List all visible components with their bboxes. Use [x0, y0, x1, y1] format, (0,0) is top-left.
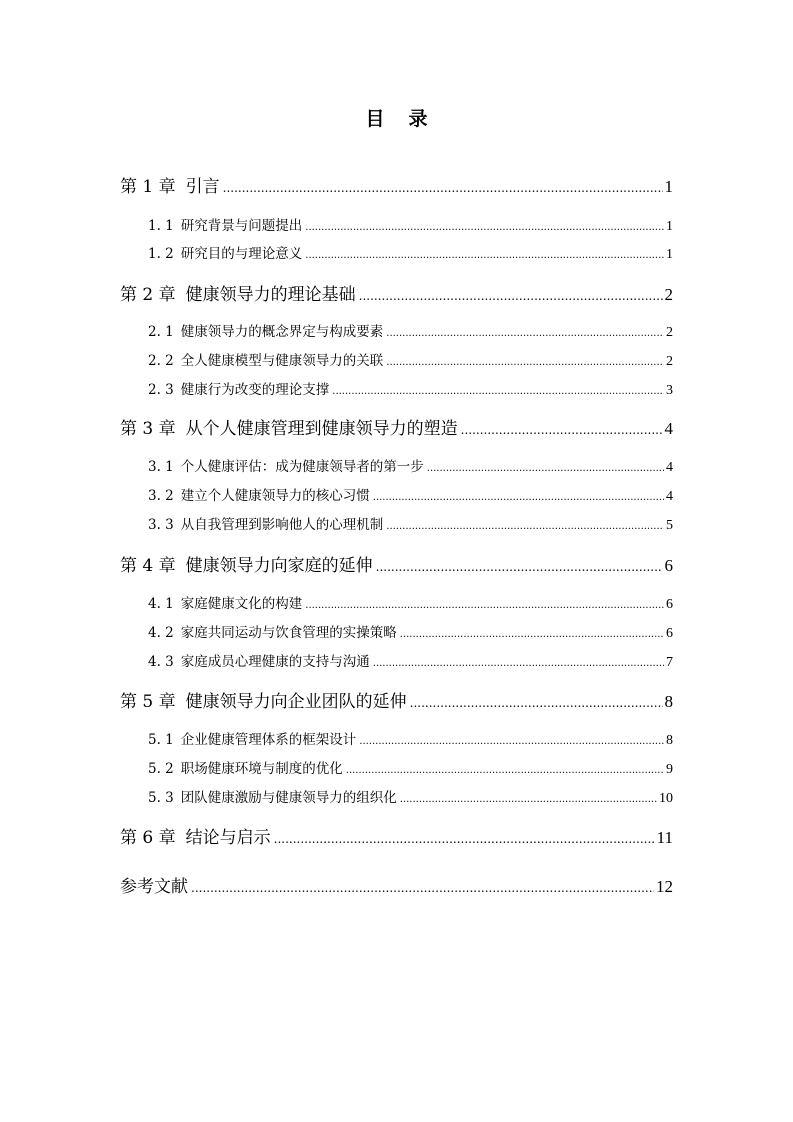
toc-entry-number: 5. 3: [148, 790, 174, 806]
toc-entry-number: 第 3 章: [120, 419, 176, 439]
toc-entry-number: 4. 1: [148, 596, 174, 612]
toc-entry-label: 职场健康环境与制度的优化: [180, 761, 343, 777]
toc-entry-label: 家庭成员心理健康的支持与沟通: [180, 654, 370, 670]
toc-title-left: 目: [365, 108, 385, 130]
toc-entry-label: 家庭共同运动与饮食管理的实操策略: [180, 625, 397, 641]
toc-entry-number: 3. 2: [148, 488, 174, 504]
toc-entry-section-3-2[interactable]: [148, 484, 673, 505]
toc-entry-page: 4: [666, 489, 673, 504]
toc-entry-page: 5: [666, 518, 673, 533]
toc-entry-page: 1: [664, 177, 673, 196]
toc-entry-page: 1: [666, 247, 673, 262]
toc-leader-dots: [305, 222, 664, 233]
toc-entry-number: 3. 1: [148, 459, 174, 475]
toc-entry-section-2-3[interactable]: [148, 378, 673, 399]
toc-entry-section-5-2[interactable]: [148, 757, 673, 778]
toc-entry-label: 从自我管理到影响他人的心理机制: [180, 517, 384, 533]
toc-entry-section-5-3[interactable]: [148, 786, 673, 807]
toc-entry-page: 12: [656, 877, 673, 896]
toc-entry-number: 1. 2: [148, 246, 174, 262]
toc-entry-number: 2. 3: [148, 382, 174, 398]
toc-entry-label: 团队健康激励与健康领导力的组织化: [180, 790, 397, 806]
toc-entry-section-2-2[interactable]: [148, 349, 673, 370]
toc-entry-page: 4: [664, 419, 673, 438]
toc-entry-label: 结论与启示: [185, 828, 271, 848]
toc-entry-page: 1: [666, 219, 673, 234]
toc-entry-page: 9: [666, 762, 673, 777]
toc-leader-dots: [400, 629, 664, 640]
toc-entry-section-2-1[interactable]: [148, 320, 673, 341]
toc-entry-page: 2: [666, 325, 673, 340]
toc-entry-page: 6: [666, 626, 673, 641]
toc-entry-section-4-3[interactable]: [148, 650, 673, 671]
toc-leader-dots: [427, 463, 664, 474]
toc-entry-number: 2. 2: [148, 353, 174, 369]
toc-entry-label: 健康领导力向企业团队的延伸: [185, 692, 407, 712]
toc-entry-page: 10: [659, 791, 673, 806]
toc-entry-page: 8: [664, 692, 673, 711]
toc-entry-chapter-5[interactable]: [120, 687, 673, 712]
toc-entry-section-5-1[interactable]: [148, 728, 673, 749]
toc-entry-label: 企业健康管理体系的框架设计: [180, 732, 357, 748]
toc-entry-page: 4: [666, 460, 673, 475]
toc-entry-number: 第 6 章: [120, 828, 176, 848]
toc-entry-section-3-1[interactable]: [148, 455, 673, 476]
toc-entry-label: 健康领导力的概念界定与构成要素: [180, 324, 384, 340]
toc-leader-dots: [359, 289, 663, 303]
toc-leader-dots: [305, 250, 664, 261]
toc-leader-dots: [223, 181, 663, 195]
toc-leader-dots: [274, 832, 655, 846]
toc-entry-chapter-6[interactable]: [120, 823, 673, 848]
toc-entry-page: 8: [666, 733, 673, 748]
toc-entry-label: 从个人健康管理到健康领导力的塑造: [185, 419, 458, 439]
toc-entry-page: 7: [666, 655, 673, 670]
table-of-contents: [120, 0, 673, 1122]
toc-entry-label: 健康领导力的理论基础: [185, 285, 356, 305]
toc-leader-dots: [332, 386, 664, 397]
toc-entry-number: 第 5 章: [120, 692, 176, 712]
toc-entry-page: 6: [664, 556, 673, 575]
toc-entry-chapter-2[interactable]: [120, 280, 673, 305]
toc-entry-page: 11: [656, 828, 673, 847]
toc-entry-label: 研究背景与问题提出: [180, 218, 303, 234]
toc-entry-page: 3: [666, 383, 673, 398]
toc-entry-label: 个人健康评估：成为健康领导者的第一步: [180, 459, 424, 475]
toc-entry-number: 4. 2: [148, 625, 174, 641]
toc-entry-label: 健康行为改变的理论支撑: [180, 382, 330, 398]
toc-entry-page: 2: [666, 354, 673, 369]
toc-entry-references[interactable]: [120, 872, 673, 897]
toc-entry-number: 第 1 章: [120, 177, 176, 197]
toc-entry-page: 2: [664, 285, 673, 304]
toc-entry-number: 5. 1: [148, 732, 174, 748]
toc-entry-page: 6: [666, 597, 673, 612]
toc-leader-dots: [376, 560, 663, 574]
toc-entry-number: 2. 1: [148, 324, 174, 340]
toc-leader-dots: [386, 357, 664, 368]
toc-leader-dots: [386, 328, 664, 339]
toc-leader-dots: [191, 881, 654, 895]
toc-entry-number: 1. 1: [148, 218, 174, 234]
toc-entry-label: 健康领导力向家庭的延伸: [185, 556, 373, 576]
toc-title-right: 录: [408, 108, 428, 130]
toc-entry-chapter-3[interactable]: [120, 414, 673, 439]
toc-entry-label: 研究目的与理论意义: [180, 246, 303, 262]
toc-entry-section-1-2[interactable]: [148, 242, 673, 263]
toc-entry-number: 5. 2: [148, 761, 174, 777]
toc-entry-section-3-3[interactable]: [148, 513, 673, 534]
toc-leader-dots: [373, 658, 664, 669]
toc-entry-chapter-1[interactable]: [120, 172, 673, 197]
toc-entry-number: 第 4 章: [120, 556, 176, 576]
toc-leader-dots: [461, 423, 663, 437]
toc-leader-dots: [346, 765, 664, 776]
toc-entry-label: 家庭健康文化的构建: [180, 596, 303, 612]
toc-entry-label: 建立个人健康领导力的核心习惯: [180, 488, 370, 504]
toc-entry-section-4-2[interactable]: [148, 621, 673, 642]
toc-leader-dots: [359, 736, 664, 747]
toc-entry-label: 全人健康模型与健康领导力的关联: [180, 353, 384, 369]
toc-leader-dots: [386, 521, 664, 532]
toc-entry-label: 参考文献: [120, 877, 188, 897]
toc-leader-dots: [410, 696, 663, 710]
toc-entry-section-1-1[interactable]: [148, 214, 673, 235]
toc-leader-dots: [305, 600, 664, 611]
toc-leader-dots: [373, 492, 664, 503]
toc-entry-number: 4. 3: [148, 654, 174, 670]
toc-leader-dots: [400, 794, 657, 805]
toc-entry-number: 3. 3: [148, 517, 174, 533]
toc-entry-number: 第 2 章: [120, 285, 176, 305]
toc-entry-chapter-4[interactable]: [120, 551, 673, 576]
toc-entry-section-4-1[interactable]: [148, 592, 673, 613]
toc-entry-label: 引言: [185, 177, 220, 197]
